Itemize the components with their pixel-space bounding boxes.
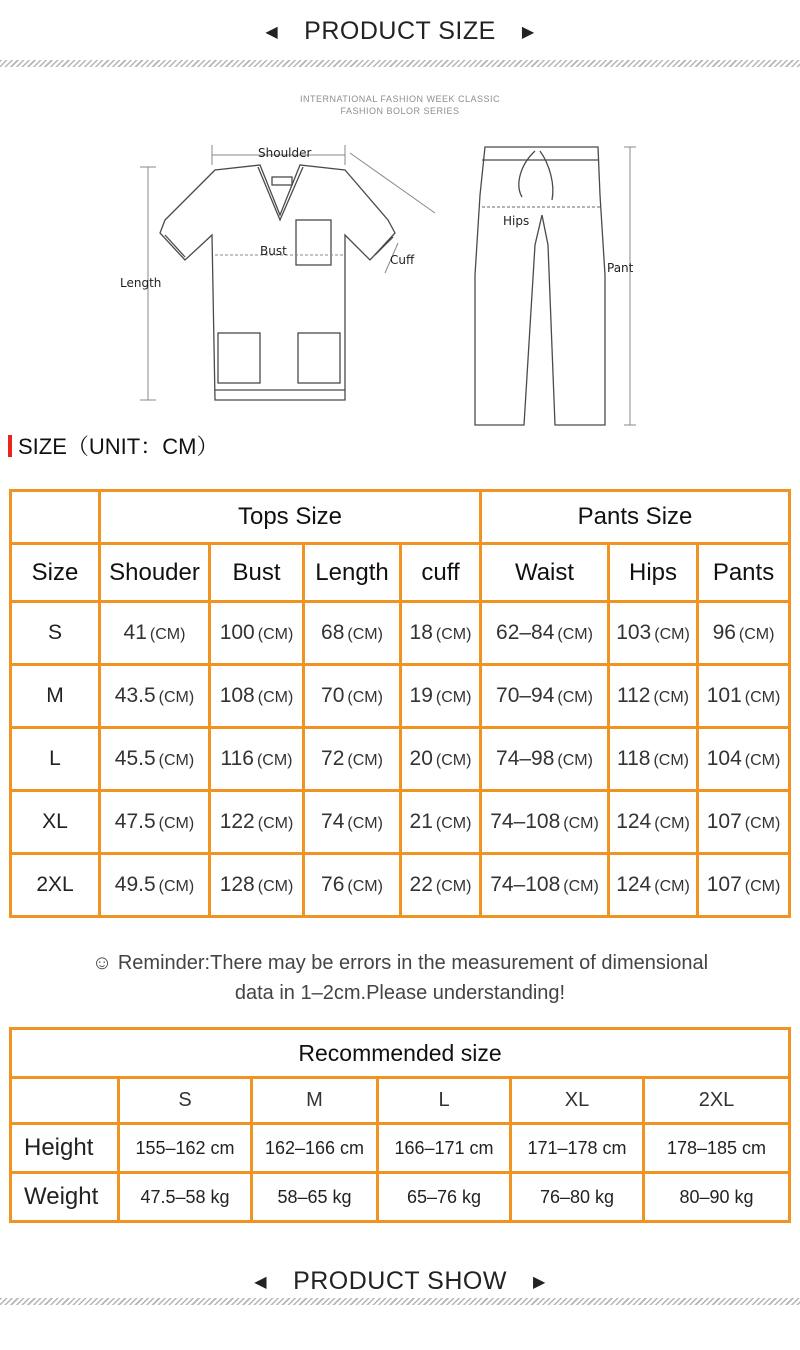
measurement-value: 43.5 xyxy=(114,684,156,707)
shoulder-label: Shoulder xyxy=(258,146,312,160)
unit-label: (CM) xyxy=(257,689,294,706)
size-row xyxy=(11,728,790,791)
measurement-value: 101 xyxy=(706,684,742,707)
measurement-cell xyxy=(698,791,790,854)
size-row xyxy=(11,665,790,728)
measurement-value: 74–108 xyxy=(490,810,561,833)
right-arrow-icon: ▶ xyxy=(532,1274,546,1291)
unit-label: (CM) xyxy=(557,689,593,706)
column-header: Length xyxy=(304,544,401,602)
unit-label: (CM) xyxy=(256,752,293,769)
unit-label: (CM) xyxy=(738,626,775,643)
measurement-cell xyxy=(698,665,790,728)
divider xyxy=(0,1298,800,1305)
recommended-value: 76–80 kg xyxy=(511,1173,644,1222)
measurement-value: 70 xyxy=(321,684,345,707)
measurement-cell xyxy=(210,791,304,854)
recommended-size-table xyxy=(9,1027,791,1223)
measurement-cell xyxy=(481,791,609,854)
cuff-label: Cuff xyxy=(390,253,415,267)
size-label: 2XL xyxy=(11,854,100,917)
measurement-value: 21 xyxy=(409,810,433,833)
measurement-value: 96 xyxy=(712,621,736,644)
measurement-cell xyxy=(401,665,481,728)
measurement-value: 45.5 xyxy=(114,747,156,770)
size-unit-heading: SIZE（UNIT：CM） xyxy=(8,430,218,461)
pants-size-header: Pants Size xyxy=(481,491,790,544)
measurement-value: 124 xyxy=(616,873,652,896)
unit-label: (CM) xyxy=(653,752,690,769)
measurement-cell xyxy=(210,665,304,728)
measurement-value: 20 xyxy=(409,747,433,770)
measurement-value: 107 xyxy=(706,810,742,833)
recommended-value: 58–65 kg xyxy=(252,1173,378,1222)
unit-label: (CM) xyxy=(435,626,472,643)
measurement-cell xyxy=(401,791,481,854)
unit-label: (CM) xyxy=(744,878,781,895)
bust-label: Bust xyxy=(260,244,287,258)
accent-bar xyxy=(8,435,12,457)
left-pocket xyxy=(218,333,260,383)
measurement-value: 103 xyxy=(616,621,652,644)
product-size-title: ◀ PRODUCT SIZE ▶ xyxy=(0,17,800,46)
measurement-cell xyxy=(401,602,481,665)
size-header: S xyxy=(119,1078,252,1124)
measurement-cell xyxy=(609,854,698,917)
measurement-cell xyxy=(481,854,609,917)
measurement-value: 104 xyxy=(706,747,742,770)
left-arrow-icon: ◀ xyxy=(254,1274,268,1291)
size-label: L xyxy=(11,728,100,791)
measurement-value: 74 xyxy=(321,810,345,833)
unit-label: (CM) xyxy=(158,752,195,769)
measurement-value: 70–94 xyxy=(496,684,555,707)
measurement-cell xyxy=(609,791,698,854)
measurement-cell xyxy=(698,728,790,791)
measurement-value: 41 xyxy=(123,621,147,644)
empty-header-cell xyxy=(11,491,100,544)
recommended-value: 155–162 cm xyxy=(119,1124,252,1173)
unit-label: (CM) xyxy=(149,626,186,643)
column-header: Pants xyxy=(698,544,790,602)
size-row xyxy=(11,791,790,854)
measurement-cell xyxy=(100,728,210,791)
measurement-value: 18 xyxy=(409,621,433,644)
size-label: XL xyxy=(11,791,100,854)
measurement-value: 107 xyxy=(706,873,742,896)
column-header: Shouder xyxy=(100,544,210,602)
recommended-value: 171–178 cm xyxy=(511,1124,644,1173)
unit-label: (CM) xyxy=(158,878,195,895)
recommended-value: 65–76 kg xyxy=(378,1173,511,1222)
measurement-cell xyxy=(609,602,698,665)
measurement-cell xyxy=(481,728,609,791)
size-header: L xyxy=(378,1078,511,1124)
measurement-value: 47.5 xyxy=(114,810,156,833)
measurement-value: 108 xyxy=(219,684,255,707)
size-header: M xyxy=(252,1078,378,1124)
chest-pocket xyxy=(296,220,331,265)
size-row xyxy=(11,854,790,917)
unit-label: (CM) xyxy=(654,815,690,832)
unit-label: (CM) xyxy=(435,878,472,895)
unit-label: (CM) xyxy=(158,815,195,832)
left-arrow-icon: ◀ xyxy=(265,24,279,41)
measurement-value: 22 xyxy=(409,873,433,896)
measurement-value: 68 xyxy=(321,621,345,644)
unit-label: (CM) xyxy=(257,626,294,643)
measurement-value: 112 xyxy=(616,684,651,707)
measurement-value: 74–108 xyxy=(490,873,561,896)
measurement-value: 118 xyxy=(616,747,651,770)
unit-label: (CM) xyxy=(654,878,690,895)
right-arrow-icon: ▶ xyxy=(521,24,535,41)
measurement-cell xyxy=(401,854,481,917)
smiley-icon: ☺ xyxy=(91,952,113,974)
measurement-cell xyxy=(401,728,481,791)
measurement-value: 100 xyxy=(219,621,255,644)
measurement-cell xyxy=(100,665,210,728)
size-label: M xyxy=(11,665,100,728)
unit-label: (CM) xyxy=(563,878,599,895)
product-show-banner xyxy=(0,1250,800,1320)
measurement-value: 19 xyxy=(409,684,433,707)
unit-label: (CM) xyxy=(257,815,294,832)
recommended-value: 47.5–58 kg xyxy=(119,1173,252,1222)
measurement-value: 74–98 xyxy=(496,747,555,770)
measurement-cell xyxy=(698,602,790,665)
unit-label: (CM) xyxy=(257,878,294,895)
unit-label: (CM) xyxy=(435,752,472,769)
measurement-value: 116 xyxy=(220,747,254,770)
recommended-value: 178–185 cm xyxy=(644,1124,790,1173)
size-header: XL xyxy=(511,1078,644,1124)
measurement-cell xyxy=(210,728,304,791)
measurement-value: 49.5 xyxy=(114,873,156,896)
size-table-body xyxy=(11,602,790,917)
measurement-cell xyxy=(481,602,609,665)
size-header: 2XL xyxy=(644,1078,790,1124)
unit-label: (CM) xyxy=(435,815,472,832)
measurement-value: 124 xyxy=(616,810,652,833)
recommended-value: 166–171 cm xyxy=(378,1124,511,1173)
recommended-title: Recommended size xyxy=(11,1029,790,1078)
column-header-row xyxy=(11,544,790,602)
measurement-cell xyxy=(698,854,790,917)
unit-label: (CM) xyxy=(158,689,195,706)
recommended-value: 162–166 cm xyxy=(252,1124,378,1173)
tops-size-header: Tops Size xyxy=(100,491,481,544)
unit-label: (CM) xyxy=(347,815,383,832)
measurement-cell xyxy=(210,854,304,917)
size-row xyxy=(11,602,790,665)
recommended-value: 80–90 kg xyxy=(644,1173,790,1222)
measurement-value: 76 xyxy=(321,873,345,896)
product-show-title: ◀ PRODUCT SHOW ▶ xyxy=(0,1267,800,1296)
watermark: INTERNATIONAL FASHION WEEK CLASSIC FASHION BOLOR SERIES xyxy=(299,94,501,116)
measurement-cell xyxy=(481,665,609,728)
recommended-row xyxy=(11,1124,790,1173)
measurement-value: 128 xyxy=(219,873,255,896)
column-header: Waist xyxy=(481,544,609,602)
measurement-cell xyxy=(210,602,304,665)
measurement-cell xyxy=(100,854,210,917)
column-header: Hips xyxy=(609,544,698,602)
garment-diagram xyxy=(0,125,800,430)
unit-label: (CM) xyxy=(653,689,690,706)
pants-illustration xyxy=(475,147,605,425)
unit-label: (CM) xyxy=(563,815,599,832)
measurement-cell xyxy=(304,602,401,665)
measurement-value: 72 xyxy=(321,747,345,770)
measurement-value: 62–84 xyxy=(496,621,555,644)
size-label: S xyxy=(11,602,100,665)
unit-label: (CM) xyxy=(347,752,383,769)
divider xyxy=(0,60,800,67)
measurement-cell xyxy=(609,665,698,728)
measurement-cell xyxy=(304,854,401,917)
measurement-cell xyxy=(304,791,401,854)
top-illustration xyxy=(160,165,395,400)
unit-label: (CM) xyxy=(435,689,472,706)
unit-label: (CM) xyxy=(347,689,383,706)
right-pocket xyxy=(298,333,340,383)
recommended-table-body xyxy=(11,1124,790,1222)
recommended-row-label: Height xyxy=(11,1124,119,1173)
unit-label: (CM) xyxy=(347,878,383,895)
measurement-cell xyxy=(100,602,210,665)
column-header: Size xyxy=(11,544,100,602)
reminder-note: ☺ Reminder:There may be errors in the measurement of dimensional data in 1–2cm.Please understanding! xyxy=(91,952,709,1004)
empty-header-cell xyxy=(11,1078,119,1124)
unit-label: (CM) xyxy=(744,752,781,769)
unit-label: (CM) xyxy=(744,815,781,832)
unit-label: (CM) xyxy=(557,752,593,769)
measurement-value: 122 xyxy=(219,810,255,833)
unit-label: (CM) xyxy=(347,626,383,643)
recommended-title-row xyxy=(11,1029,790,1078)
recommended-row xyxy=(11,1173,790,1222)
measurement-cell xyxy=(609,728,698,791)
column-header: cuff xyxy=(401,544,481,602)
recommended-row-label: Weight xyxy=(11,1173,119,1222)
measurement-cell xyxy=(304,665,401,728)
measurement-cell xyxy=(304,728,401,791)
unit-label: (CM) xyxy=(744,689,781,706)
column-header: Bust xyxy=(210,544,304,602)
measurement-cell xyxy=(100,791,210,854)
unit-label: (CM) xyxy=(557,626,593,643)
recommended-header-row xyxy=(11,1078,790,1124)
pant-label: Pant xyxy=(607,261,634,275)
unit-label: (CM) xyxy=(654,626,690,643)
group-header-row xyxy=(11,491,790,544)
hips-label: Hips xyxy=(503,214,530,228)
size-table xyxy=(9,489,791,918)
length-label: Length xyxy=(120,276,162,290)
